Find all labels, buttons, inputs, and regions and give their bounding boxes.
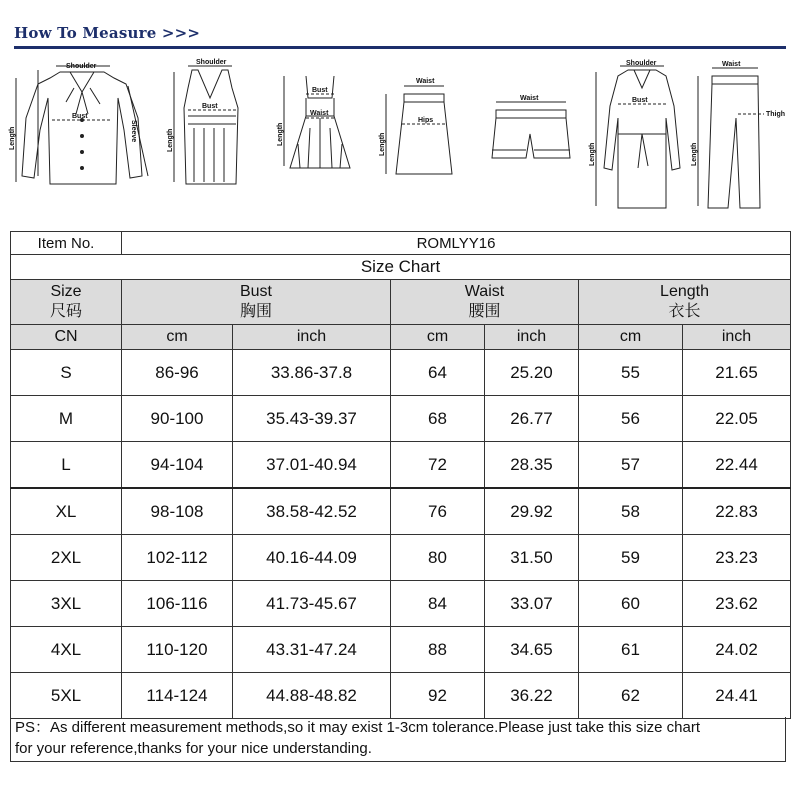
skirt-diagram bbox=[374, 58, 464, 188]
table-cell: 33.07 bbox=[485, 581, 579, 627]
bust-header-en: Bust bbox=[239, 283, 272, 300]
table-cell: XL bbox=[11, 488, 122, 535]
table-cell: 24.02 bbox=[683, 627, 791, 673]
table-cell: 80 bbox=[391, 535, 485, 581]
length-label: Length bbox=[589, 142, 596, 166]
table-cell: 22.83 bbox=[683, 488, 791, 535]
table-cell: 102-112 bbox=[122, 535, 233, 581]
length-header-zh: 衣长 bbox=[668, 303, 701, 320]
table-cell: 43.31-47.24 bbox=[233, 627, 391, 673]
table-row bbox=[11, 673, 791, 719]
table-row bbox=[11, 350, 791, 396]
size-header bbox=[11, 280, 122, 325]
table-cell: 23.62 bbox=[683, 581, 791, 627]
table-cell: 60 bbox=[579, 581, 683, 627]
unit-cell: inch bbox=[683, 325, 791, 350]
table-cell: 4XL bbox=[11, 627, 122, 673]
bust-label: Bust bbox=[72, 113, 88, 120]
table-cell: 25.20 bbox=[485, 350, 579, 396]
note-line-2: for your reference,thanks for your nice understanding. bbox=[15, 740, 372, 757]
shoulder-label: Shoulder bbox=[626, 60, 657, 67]
waist-header-en: Waist bbox=[464, 283, 505, 300]
table-cell: 68 bbox=[391, 396, 485, 442]
table-cell: 90-100 bbox=[122, 396, 233, 442]
table-cell: 41.73-45.67 bbox=[233, 581, 391, 627]
table-cell: 34.65 bbox=[485, 627, 579, 673]
table-cell: 114-124 bbox=[122, 673, 233, 719]
table-row bbox=[11, 488, 791, 535]
table-row bbox=[11, 396, 791, 442]
unit-cell: cm bbox=[579, 325, 683, 350]
unit-cell: cm bbox=[122, 325, 233, 350]
measurement-diagrams bbox=[8, 58, 792, 218]
table-cell: 26.77 bbox=[485, 396, 579, 442]
tank-top-diagram bbox=[158, 58, 258, 188]
unit-row bbox=[11, 325, 791, 350]
table-cell: 28.35 bbox=[485, 442, 579, 489]
size-header-en: Size bbox=[50, 283, 82, 300]
length-header bbox=[579, 280, 791, 325]
table-cell: 35.43-39.37 bbox=[233, 396, 391, 442]
table-cell: 22.05 bbox=[683, 396, 791, 442]
table-cell: 110-120 bbox=[122, 627, 233, 673]
table-cell: 56 bbox=[579, 396, 683, 442]
bust-label: Bust bbox=[312, 87, 328, 94]
shorts-diagram bbox=[480, 58, 580, 188]
title-row bbox=[11, 255, 791, 280]
table-cell: 55 bbox=[579, 350, 683, 396]
trousers-diagram bbox=[692, 58, 792, 218]
table-cell: 40.16-44.09 bbox=[233, 535, 391, 581]
tolerance-note bbox=[10, 717, 786, 762]
table-cell: 31.50 bbox=[485, 535, 579, 581]
table-cell: 92 bbox=[391, 673, 485, 719]
unit-cell: inch bbox=[485, 325, 579, 350]
table-cell: 33.86-37.8 bbox=[233, 350, 391, 396]
blouse-diagram bbox=[8, 58, 153, 188]
shoulder-label: Shoulder bbox=[66, 63, 97, 70]
waist-label: Waist bbox=[416, 78, 435, 85]
size-header-zh: 尺码 bbox=[49, 303, 82, 320]
length-label: Length bbox=[9, 126, 16, 150]
table-cell: 5XL bbox=[11, 673, 122, 719]
table-cell: 21.65 bbox=[683, 350, 791, 396]
table-cell: 76 bbox=[391, 488, 485, 535]
waist-header-zh: 腰围 bbox=[468, 303, 501, 320]
bust-header bbox=[122, 280, 391, 325]
length-header-en: Length bbox=[660, 283, 709, 300]
table-cell: L bbox=[11, 442, 122, 489]
table-cell: 86-96 bbox=[122, 350, 233, 396]
table-cell: 88 bbox=[391, 627, 485, 673]
table-cell: 94-104 bbox=[122, 442, 233, 489]
coat-diagram bbox=[588, 58, 688, 218]
table-cell: 84 bbox=[391, 581, 485, 627]
waist-label: Waist bbox=[520, 95, 539, 102]
bust-label: Bust bbox=[632, 97, 648, 104]
strap-dress-diagram bbox=[270, 58, 370, 188]
waist-label: Waist bbox=[722, 61, 741, 68]
hips-label: Hips bbox=[418, 117, 434, 124]
length-label: Length bbox=[277, 122, 284, 146]
bust-label: Bust bbox=[202, 103, 218, 110]
table-cell: 37.01-40.94 bbox=[233, 442, 391, 489]
how-to-measure-title: How To Measure >>> bbox=[14, 24, 201, 42]
bust-header-zh: 胸围 bbox=[239, 303, 272, 320]
table-cell: 106-116 bbox=[122, 581, 233, 627]
shoulder-label: Shoulder bbox=[196, 59, 227, 66]
length-label: Length bbox=[379, 132, 386, 156]
table-cell: 62 bbox=[579, 673, 683, 719]
table-cell: 98-108 bbox=[122, 488, 233, 535]
header-divider bbox=[14, 46, 786, 49]
size-chart-title: Size Chart bbox=[11, 255, 791, 280]
table-cell: M bbox=[11, 396, 122, 442]
length-label: Length bbox=[691, 142, 698, 166]
table-row bbox=[11, 627, 791, 673]
table-cell: 3XL bbox=[11, 581, 122, 627]
sleeve-label: Sleeve bbox=[130, 120, 137, 143]
length-label: Length bbox=[167, 128, 174, 152]
table-cell: 23.23 bbox=[683, 535, 791, 581]
table-cell: 72 bbox=[391, 442, 485, 489]
table-cell: 29.92 bbox=[485, 488, 579, 535]
unit-cell: inch bbox=[233, 325, 391, 350]
waist-label: Waist bbox=[310, 110, 329, 117]
table-cell: 24.41 bbox=[683, 673, 791, 719]
table-cell: 59 bbox=[579, 535, 683, 581]
unit-cell: CN bbox=[11, 325, 122, 350]
table-cell: 22.44 bbox=[683, 442, 791, 489]
table-cell: 44.88-48.82 bbox=[233, 673, 391, 719]
table-cell: S bbox=[11, 350, 122, 396]
table-cell: 61 bbox=[579, 627, 683, 673]
thigh-label: Thigh bbox=[766, 111, 786, 118]
table-row bbox=[11, 535, 791, 581]
table-cell: 64 bbox=[391, 350, 485, 396]
table-cell: 38.58-42.52 bbox=[233, 488, 391, 535]
table-cell: 58 bbox=[579, 488, 683, 535]
how-to-measure-header bbox=[14, 24, 786, 50]
size-rows bbox=[11, 350, 791, 719]
table-cell: 57 bbox=[579, 442, 683, 489]
item-row bbox=[11, 232, 791, 255]
note-line-1: PS：As different measurement methods,so it may exist 1-3cm tolerance.Please just take this size chart bbox=[15, 719, 701, 736]
size-chart-table bbox=[10, 231, 791, 719]
table-cell: 2XL bbox=[11, 535, 122, 581]
table-row bbox=[11, 581, 791, 627]
table-cell: 36.22 bbox=[485, 673, 579, 719]
item-label: Item No. bbox=[11, 232, 122, 255]
item-number: ROMLYY16 bbox=[122, 232, 791, 255]
header-row bbox=[11, 280, 791, 325]
table-row bbox=[11, 442, 791, 489]
waist-header bbox=[391, 280, 579, 325]
unit-cell: cm bbox=[391, 325, 485, 350]
